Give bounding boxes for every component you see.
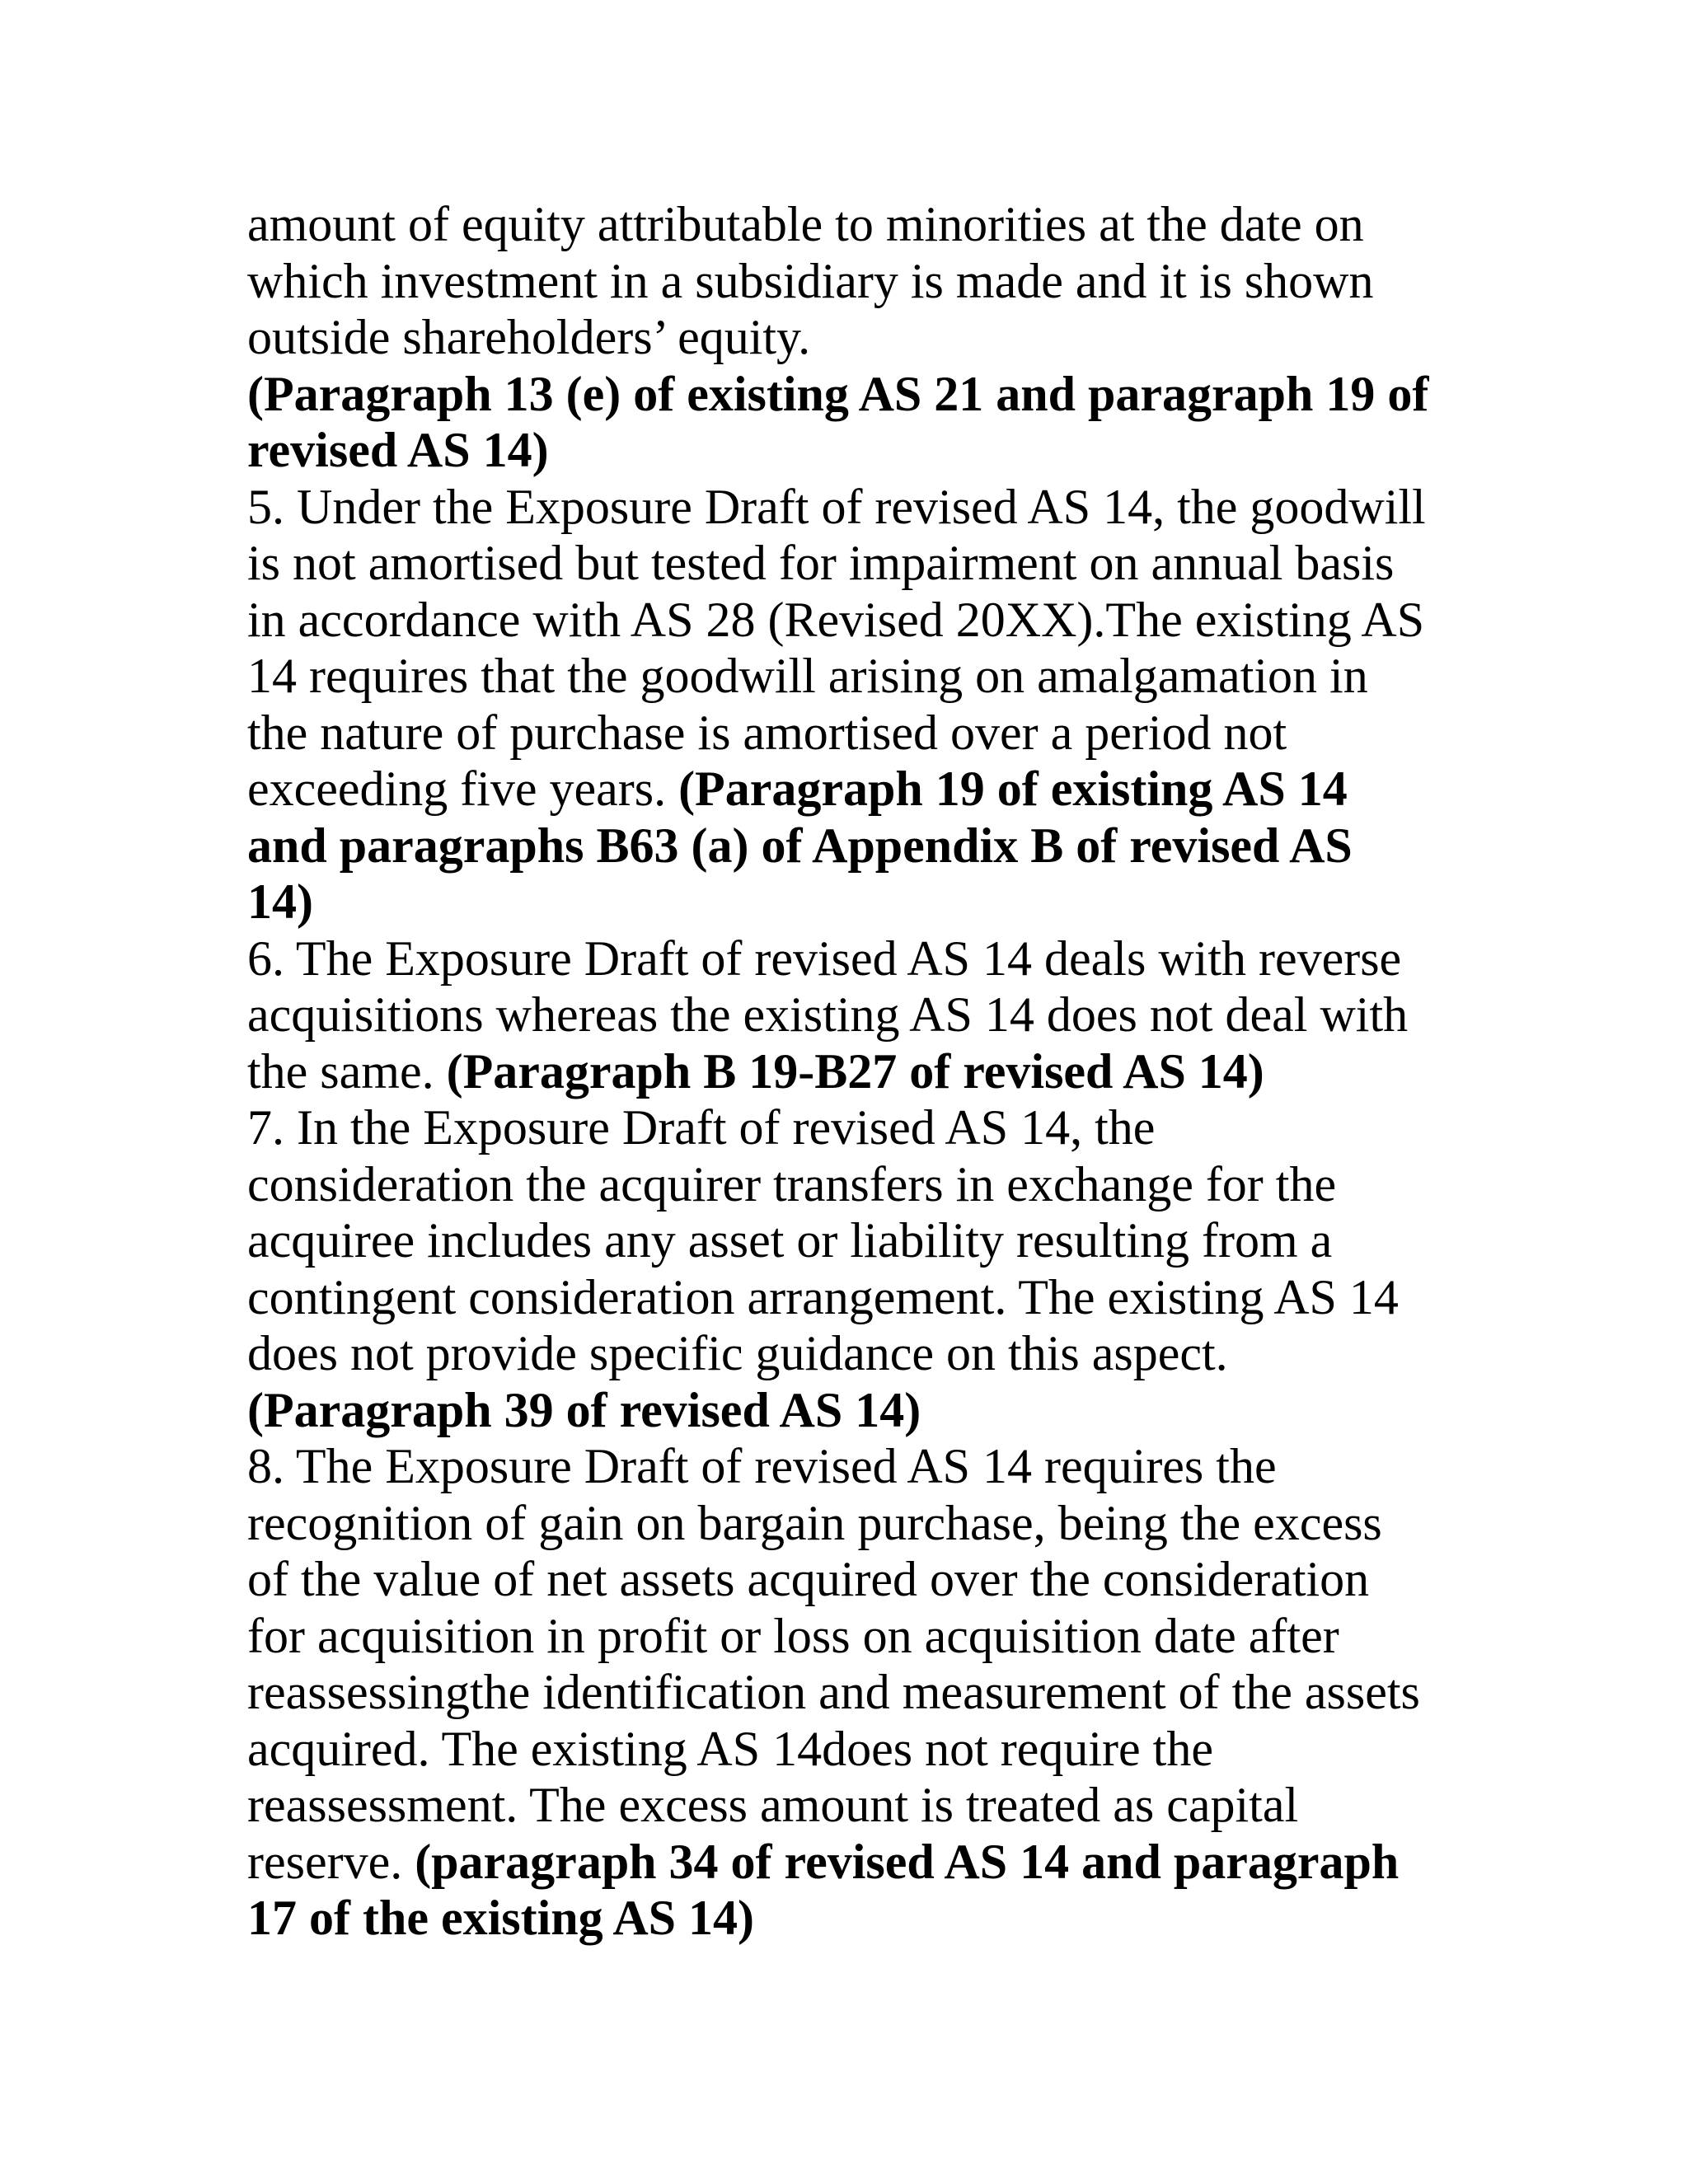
- body-text: 7. In the Exposure Draft of revised AS 14, the: [247, 1100, 1156, 1155]
- bold-reference: 14): [247, 874, 313, 929]
- text-line: [247, 253, 1434, 310]
- body-text: reassessingthe identification and measurement of the assets: [247, 1665, 1420, 1719]
- body-text: 5. Under the Exposure Draft of revised AS 14, the goodwill: [247, 479, 1426, 534]
- text-line: [247, 1834, 1434, 1891]
- bold-reference: (Paragraph 39 of revised AS 14): [247, 1382, 921, 1437]
- text-line: [247, 535, 1434, 592]
- text-line: [247, 648, 1434, 705]
- text-line: [247, 1325, 1434, 1382]
- body-text: acquisitions whereas the existing AS 14 does not deal with: [247, 987, 1409, 1042]
- text-line: [247, 1269, 1434, 1326]
- body-text: 8. The Exposure Draft of revised AS 14 requires the: [247, 1439, 1277, 1493]
- body-text: recognition of gain on bargain purchase, being the excess: [247, 1495, 1382, 1550]
- body-text: which investment in a subsidiary is made and it is shown: [247, 253, 1374, 308]
- body-text: contingent consideration arrangement. The existing AS 14: [247, 1269, 1399, 1324]
- bold-reference: (paragraph 34 of revised AS 14 and paragraph: [415, 1834, 1400, 1889]
- body-text: does not provide specific guidance on this aspect.: [247, 1326, 1228, 1380]
- text-line: [247, 1043, 1434, 1100]
- bold-reference: and paragraphs B63 (a) of Appendix B of revised AS: [247, 818, 1353, 873]
- body-text: outside shareholders’ equity.: [247, 310, 811, 364]
- text-line: [247, 479, 1434, 536]
- text-line: [247, 874, 1434, 930]
- text-line: [247, 1212, 1434, 1269]
- bold-reference: (Paragraph 19 of existing AS 14: [678, 762, 1348, 816]
- text-line: [247, 1551, 1434, 1608]
- body-text: consideration the acquirer transfers in exchange for the: [247, 1156, 1337, 1212]
- body-text: reserve.: [247, 1834, 415, 1889]
- text-line: [247, 1890, 1434, 1947]
- body-text: is not amortised but tested for impairment on annual basis: [247, 536, 1395, 590]
- text-line: [247, 930, 1434, 987]
- text-line: [247, 309, 1434, 366]
- body-text: acquiree includes any asset or liability resulting from a: [247, 1213, 1333, 1268]
- text-line: [247, 1608, 1434, 1665]
- text-line: [247, 1156, 1434, 1213]
- body-text: of the value of net assets acquired over the consideration: [247, 1552, 1370, 1606]
- body-text: the nature of purchase is amortised over a period not: [247, 705, 1287, 760]
- text-line: [247, 1721, 1434, 1778]
- body-text: the same.: [247, 1043, 447, 1099]
- document-page: [247, 196, 1434, 1947]
- bold-reference: (Paragraph B 19-B27 of revised AS 14): [446, 1043, 1264, 1099]
- body-text: reassessment. The excess amount is treated as capital: [247, 1778, 1299, 1832]
- text-line: [247, 761, 1434, 818]
- text-line: [247, 1777, 1434, 1834]
- text-line: [247, 1438, 1434, 1495]
- text-line: [247, 818, 1434, 874]
- text-line: [247, 422, 1434, 479]
- bold-reference: revised AS 14): [247, 423, 549, 477]
- text-line: [247, 1664, 1434, 1721]
- text-line: [247, 592, 1434, 649]
- text-line: [247, 196, 1434, 253]
- text-line: [247, 1382, 1434, 1439]
- bold-reference: 17 of the existing AS 14): [247, 1891, 754, 1945]
- text-line: [247, 705, 1434, 762]
- body-text: for acquisition in profit or loss on acquisition date after: [247, 1608, 1339, 1663]
- bold-reference: (Paragraph 13 (e) of existing AS 21 and paragraph 19 of: [247, 366, 1429, 421]
- body-text: 6. The Exposure Draft of revised AS 14 deals with reverse: [247, 930, 1402, 986]
- body-text: exceeding five years.: [247, 762, 679, 816]
- text-line: [247, 366, 1434, 423]
- body-text: acquired. The existing AS 14does not require the: [247, 1721, 1213, 1776]
- text-line: [247, 1495, 1434, 1552]
- body-text: 14 requires that the goodwill arising on amalgamation in: [247, 649, 1368, 703]
- body-text: in accordance with AS 28 (Revised 20XX).The existing AS: [247, 592, 1425, 647]
- text-line: [247, 1099, 1434, 1156]
- text-line: [247, 987, 1434, 1043]
- body-text: amount of equity attributable to minorities at the date on: [247, 197, 1364, 251]
